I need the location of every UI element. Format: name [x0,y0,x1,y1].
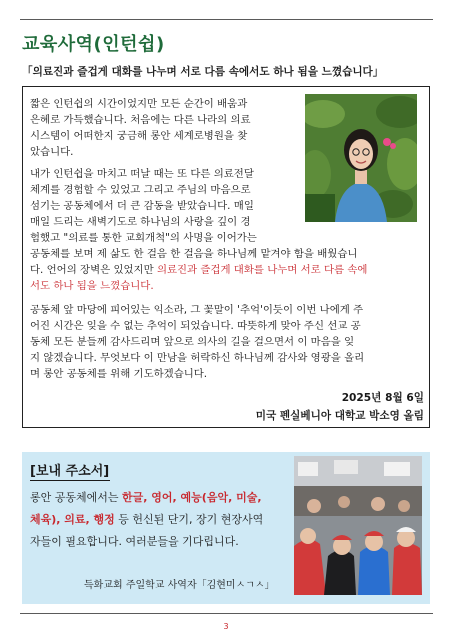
letter-p1-line: 았습니다. [30,146,74,158]
letter-p2-line [30,262,367,278]
children-photo-illustration [294,456,422,595]
intern-photo [305,94,417,222]
letter-p3-line: 어진 시간은 잊을 수 없는 추억이 되었습니다. 따뜻하게 맞아 주신 선교 공 [30,320,361,332]
letter-highlight: 의료진과 즐겁게 대화를 나누며 서로 다름 속에 [156,264,368,276]
address-highlight: 체육), 의료, 행정 [30,513,115,526]
page-subtitle: 「의료진과 즐겁게 대화를 나누며 서로 다름 속에서도 하나 됨을 느꼈습니다」 [22,66,384,78]
bottom-rule [20,613,433,614]
letter-p3-line: 며 롱안 공동체를 위해 기도하겠습니다. [30,368,208,380]
address-line [30,488,262,508]
letter-p2-line: 매일 드리는 새벽기도로 하나님의 사랑을 깊이 경 [30,216,251,228]
address-highlight: 한글, 영어, 예능(음악, 미술, [122,491,262,504]
address-text: 등 헌신된 단기, 장기 현장사역 [114,513,264,526]
address-text: 롱안 공동체에서는 [30,491,123,504]
letter-p2-line: 체계를 경험할 수 있었고 그리고 주님의 마음으로 [30,184,251,196]
page-number: 3 [223,622,229,631]
letter-p1-line: 짧은 인턴쉽의 시간이었지만 모든 순간이 배움과 [30,98,248,110]
letter-highlight: 서도 하나 됨을 느꼈습니다. [30,280,154,292]
top-rule [20,19,433,20]
letter-p2-line: 내가 인턴쉽을 마치고 떠날 때는 또 다른 의료전달 [30,168,254,180]
letter-p1-line: 은혜로 가득했습니다. 처음에는 다른 나라의 의료 [30,114,251,126]
letter-p3-line: 공동체 앞 마당에 피어있는 익소라, 그 꽃말이 '추억'이듯이 이번 나에게 주 [30,304,364,316]
children-photo [294,456,422,595]
letter-p1-line: 시스템이 어떠한지 궁금해 롱안 세계로병원을 찾 [30,130,248,142]
address-line [30,510,263,530]
letter-p3-line: 지 않겠습니다. 무엇보다 이 만남을 허락하신 하나님께 감사와 영광을 올리 [30,352,365,364]
letter-date: 2025년 8월 6일 [341,392,424,404]
letter-p2-line: 공동체를 보며 제 삶도 한 걸음 한 걸음을 하나님께 맡겨야 함을 배웠습니 [30,248,358,260]
address-signature: 득화교회 주일학교 사역자「김현미ㅅㄱㅅ」 [84,580,275,591]
letter-signature: 미국 펜실베니아 대학교 박소영 올림 [255,410,424,422]
address-title-underline [30,480,110,481]
letter-p2-line: 험했고 "의료를 통한 교회개척"의 사명을 이어가는 [30,232,257,244]
address-title: [보내 주소서] [30,464,110,479]
intern-photo-illustration [305,94,417,222]
address-line: 자들이 필요합니다. 여러분들을 기다립니다. [30,535,239,548]
letter-p3-line: 동체 모든 분들께 감사드리며 앞으로 의사의 길을 걸으면서 이 마음을 잊 [30,336,355,348]
letter-p2-text: 다. 언어의 장벽은 있었지만 [30,264,157,276]
letter-p2-line: 섬기는 공동체에서 더 큰 감동을 받았습니다. 매일 [30,200,254,212]
page-title: 교육사역(인턴쉽) [22,34,165,55]
